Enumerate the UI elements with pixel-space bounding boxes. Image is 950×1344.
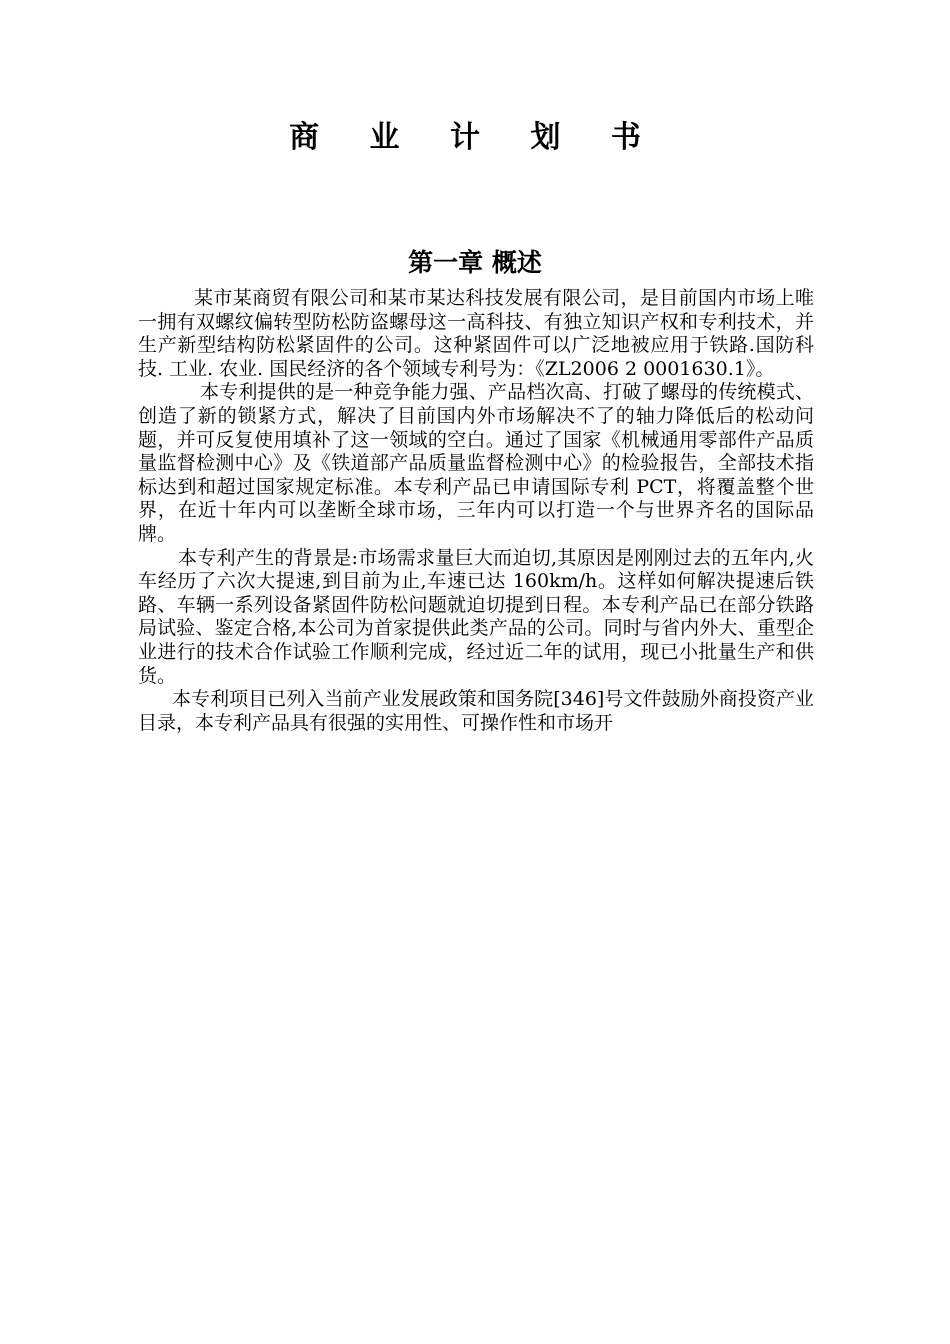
chapter-title: 第一章 概述: [408, 248, 542, 277]
paragraph: 本专利提供的是一种竞争能力强、产品档次高、打破了螺母的传统模式、创造了新的锁紧方式，解决了目前国内外市场解决不了的轴力降低后的松动问题，并可反复使用填补了这一领域的空白。通过了国家《机械通用零部件产品质量监督检测中心》及《铁道部产品质量监督检测中心》的检验报告，全部技术指标达到和超过国家规定标准。本专利产品已申请国际专利 PCT，将覆盖整个世界，在近十年内可以垄断全球市场，三年内可以打造一个与世界齐名的国际品牌。: [138, 381, 814, 545]
paragraph: 本专利项目已列入当前产业发展政策和国务院[346]号文件鼓励外商投资产业目录，本专利产品具有很强的实用性、可操作性和市场开: [138, 688, 814, 734]
document-title: 商 业 计 划 书: [289, 120, 661, 155]
document-body: [138, 287, 814, 735]
paragraph: 某市某商贸有限公司和某市某达科技发展有限公司，是目前国内市场上唯一拥有双螺纹偏转型防松防盗螺母这一高科技、有独立知识产权和专利技术，并生产新型结构防松紧固件的公司。这种紧固件可以广泛地被应用于铁路.国防科技. 工业. 农业. 国民经济的各个领域专利号为：《ZL2006 2 0001630.1》。: [138, 287, 814, 380]
paragraph: 本专利产生的背景是:市场需求量巨大而迫切,其原因是刚刚过去的五年内,火车经历了六次大提速,到目前为止,车速已达 160km/h。这样如何解决提速后铁路、车辆一系列设备紧固件防松问题就迫切提到日程。本专利产品已在部分铁路局试验、鉴定合格,本公司为首家提供此类产品的公司。同时与省内外大、重型企业进行的技术合作试验工作顺利完成，经过近二年的试用，现已小批量生产和供货。: [138, 546, 814, 687]
